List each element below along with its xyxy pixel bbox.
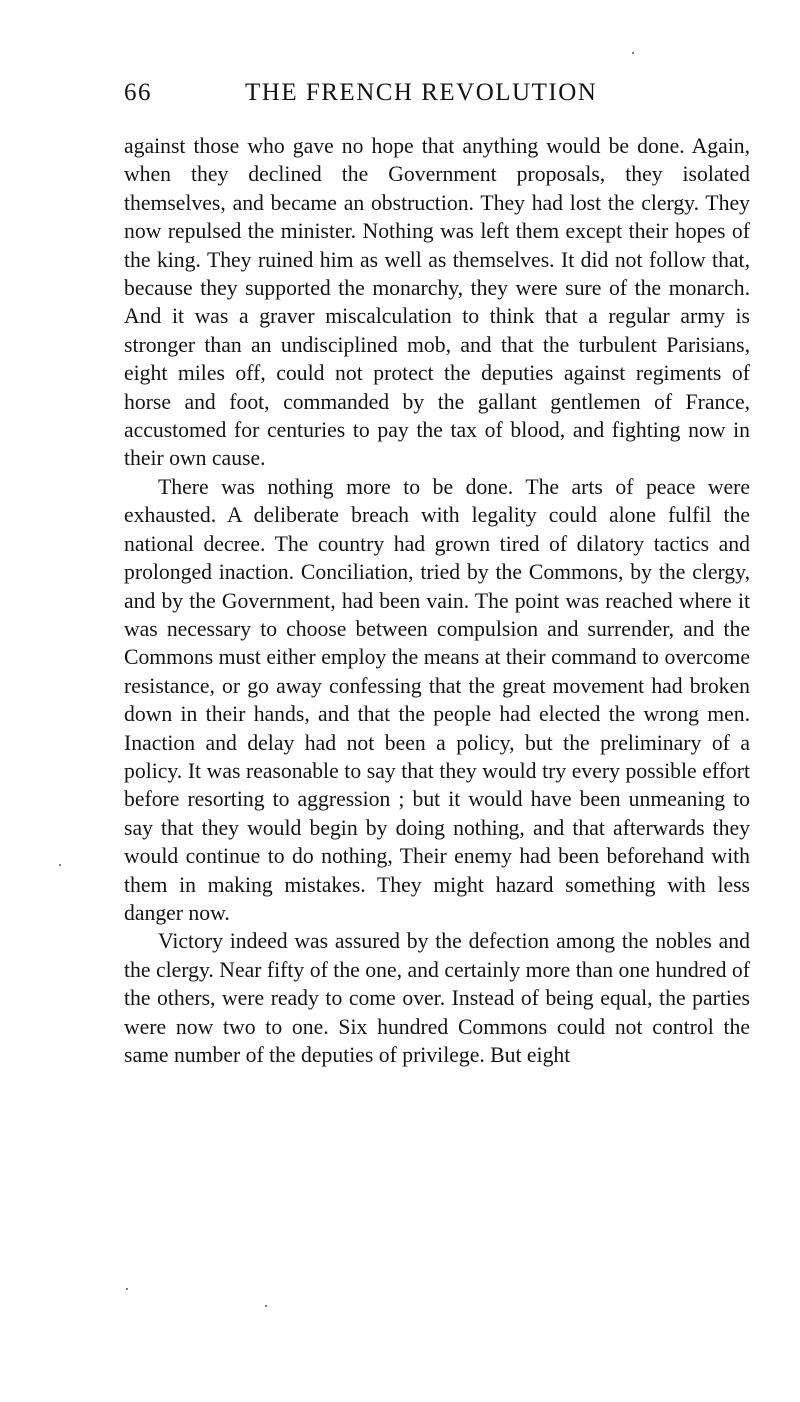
ink-speck — [632, 52, 634, 54]
paragraph: There was nothing more to be done. The arts of peace were exhausted. A deliberate breach with legality could alone fulfil the national decree. The country had grown tired of dilatory tactics and prolonged inaction. Conciliation, tried by the Commons, by the clergy, and by the Government, had been vain. The point was reached where it was necessary to choose between compulsion and surrender, and the Commons must either employ the means at their command to overcome resistance, or go away confessing that the great movement had broken down in their hands, and that the people had elected the wrong men. Inaction and delay had not been a policy, but the preliminary of a policy. It was reasonable to say that they would try every possible effort before resorting to aggression ; but it would have been unmeaning to say that they would begin by doing nothing, and that afterwards they would continue to do nothing, Their enemy had been beforehand with them in making mistakes. They might hazard something with less danger now. — [124, 474, 750, 925]
ink-speck — [59, 864, 61, 866]
page-number: 66 — [124, 79, 152, 106]
paragraph: Victory indeed was assured by the defection among the nobles and the clergy. Near fifty of the one, and certainly more than one hundred of the others, were ready to come over. Instead of being equal, the parties were now two to one. Six hundred Commons could not control the same number of the deputies of privilege. But eight — [124, 929, 750, 1067]
paragraph: against those who gave no hope that anything would be done. Again, when they declined the Government proposals, they isolated themselves, and became an obstruction. They had lost the clergy. They now repulsed the minister. Nothing was left them except their hopes of the king. They ruined him as well as themselves. It did not follow that, because they supported the monarchy, they were sure of the monarch. And it was a graver miscalculation to think that a regular army is stronger than an undisciplined mob, and that the turbulent Parisians, eight miles off, could not protect the deputies against regiments of horse and foot, commanded by the gallant gentlemen of France, accustomed for centuries to pay the tax of blood, and fighting now in their own cause. — [124, 134, 750, 471]
body-text — [124, 132, 750, 1069]
book-title: THE FRENCH REVOLUTION — [245, 79, 598, 106]
running-head — [124, 76, 750, 110]
ink-speck — [126, 1288, 128, 1290]
ink-speck — [265, 1305, 267, 1307]
